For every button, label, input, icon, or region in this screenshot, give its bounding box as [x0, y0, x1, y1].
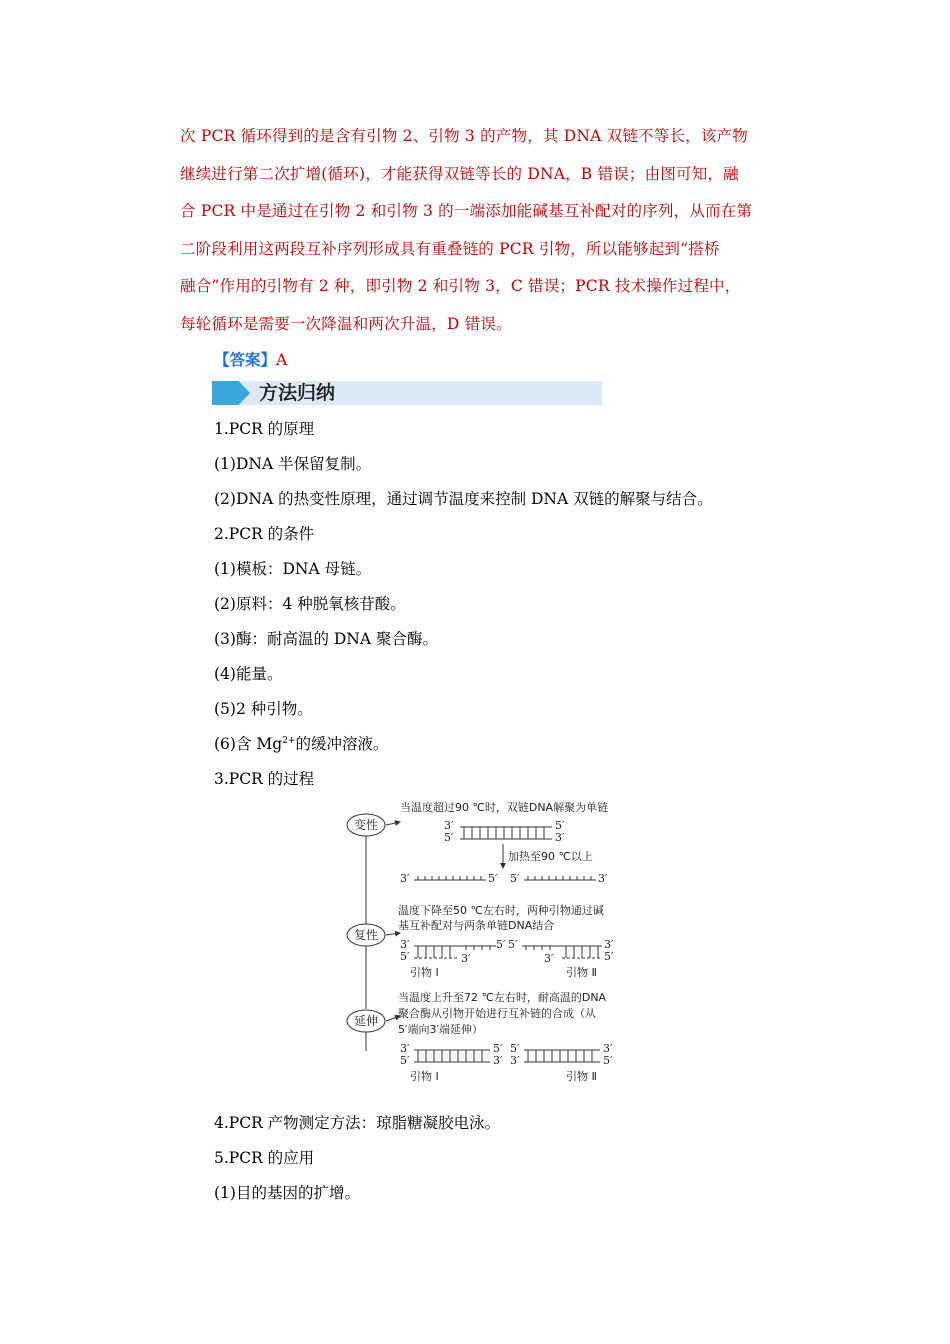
single-strand-right — [510, 872, 608, 885]
pcr-process-diagram — [340, 796, 640, 1086]
end-label: 5′ — [488, 872, 498, 885]
arrow-anneal — [386, 933, 400, 935]
condition-item-6-pre: (6)含 Mg — [214, 735, 283, 753]
extend-description-1: 当温度上升至72 ℃左右时，耐高温的DNA — [398, 991, 607, 1004]
condition-item-5: (5)2 种引物。 — [214, 700, 313, 718]
end-label: 3′ — [604, 938, 614, 951]
section-heading: 方法归纳 — [259, 382, 336, 404]
end-label: 5′ — [510, 872, 520, 885]
anneal-description-1: 温度下降至50 ℃左右时，两种引物通过碱 — [398, 904, 604, 917]
stage-anneal — [347, 924, 385, 946]
primer-1-label-extended: 引物 Ⅰ — [410, 1070, 439, 1083]
explanation-line: 次 PCR 循环得到的是含有引物 2、引物 3 的产物，其 DNA 双链不等长，该产物 — [180, 127, 748, 145]
end-label: 3′ — [544, 952, 554, 965]
end-label: 3′ — [461, 952, 471, 965]
answer-tag: 【答案】 — [214, 350, 277, 369]
arrow-denature — [386, 822, 400, 825]
section-detection-method: 4.PCR 产物测定方法：琼脂糖凝胶电泳。 — [214, 1114, 501, 1132]
annealed-strands — [400, 938, 614, 965]
explanation-paragraph — [180, 118, 772, 343]
section-process-title: 3.PCR 的过程 — [214, 770, 315, 788]
end-label: 5′ — [508, 938, 518, 951]
stage-extend-label: 延伸 — [353, 1014, 379, 1028]
end-label: 3′ — [555, 831, 565, 844]
explanation-line: 每轮循环是需要一次降温和两次升温，D 错误。 — [180, 314, 512, 333]
end-label: 5′ — [400, 950, 410, 963]
stage-anneal-label: 复性 — [353, 928, 379, 942]
explanation-line: 合 PCR 中是通过在引物 2 和引物 3 的一端添加能碱基互补配对的序列，从而在第 — [180, 202, 753, 220]
end-label: 3′ — [493, 1054, 503, 1067]
end-label: 5′ — [510, 1042, 520, 1055]
end-label: 5′ — [444, 831, 454, 844]
end-label: 3′ — [603, 1042, 613, 1055]
primer-1-label: 引物 Ⅰ — [410, 966, 439, 979]
end-label: 3′ — [598, 872, 608, 885]
condition-item-6 — [214, 732, 388, 756]
principle-item-1: (1)DNA 半保留复制。 — [214, 455, 372, 473]
extend-description-3: 5′端向3′端延伸） — [398, 1023, 483, 1036]
end-label: 5′ — [493, 1042, 503, 1055]
primer-2-label-extended: 引物 Ⅱ — [566, 1070, 597, 1083]
end-label: 3′ — [444, 819, 454, 832]
answer-value: A — [276, 351, 288, 369]
condition-item-3: (3)酶：耐高温的 DNA 聚合酶。 — [214, 630, 438, 648]
charge-superscript: 2+ — [282, 735, 296, 746]
end-label: 3′ — [400, 872, 410, 885]
heat-description: 加热至90 ℃以上 — [508, 850, 593, 863]
section-principle-title: 1.PCR 的原理 — [214, 420, 315, 438]
condition-item-1: (1)模板：DNA 母链。 — [214, 560, 372, 578]
explanation-line: 融合”作用的引物有 2 种，即引物 2 和引物 3，C 错误；PCR 技术操作过程中， — [180, 277, 741, 295]
explanation-line: 继续进行第二次扩增(循环)，才能获得双链等长的 DNA，B 错误；由图可知，融 — [180, 164, 739, 183]
explanation-line: 二阶段利用这两段互补序列形成具有重叠链的 PCR 引物，所以能够起到“搭桥 — [180, 239, 720, 258]
extend-description-2: 聚合酶从引物开始进行互补链的合成（从 — [398, 1007, 596, 1020]
primer-2-label: 引物 Ⅱ — [566, 966, 597, 979]
double-strand-dna — [444, 819, 565, 844]
end-label: 5′ — [496, 938, 506, 951]
end-label: 3′ — [400, 938, 410, 951]
end-label: 5′ — [604, 950, 614, 963]
condition-item-6-post: 的缓冲溶液。 — [295, 735, 389, 753]
answer-line — [214, 343, 287, 377]
end-label: 5′ — [603, 1054, 613, 1067]
extended-strands — [400, 1042, 613, 1067]
end-label: 3′ — [510, 1054, 520, 1067]
end-label: 3′ — [400, 1042, 410, 1055]
principle-item-2: (2)DNA 的热变性原理，通过调节温度来控制 DNA 双链的解聚与结合。 — [214, 490, 713, 508]
stage-denature — [347, 814, 385, 836]
section-applications-title: 5.PCR 的应用 — [214, 1149, 315, 1167]
single-strand-left — [400, 872, 498, 885]
condition-item-2: (2)原料：4 种脱氧核苷酸。 — [214, 595, 406, 613]
stage-denature-label: 变性 — [353, 818, 379, 832]
stage-extend — [347, 1010, 385, 1032]
end-label: 5′ — [555, 819, 565, 832]
anneal-description-2: 基互补配对与两条单链DNA结合 — [398, 919, 555, 932]
section-conditions-title: 2.PCR 的条件 — [214, 525, 315, 543]
denature-description: 当温度超过90 ℃时，双链DNA解聚为单链 — [400, 801, 609, 814]
condition-item-4: (4)能量。 — [214, 665, 283, 683]
end-label: 5′ — [400, 1054, 410, 1067]
application-item-1: (1)目的基因的扩增。 — [214, 1184, 360, 1202]
